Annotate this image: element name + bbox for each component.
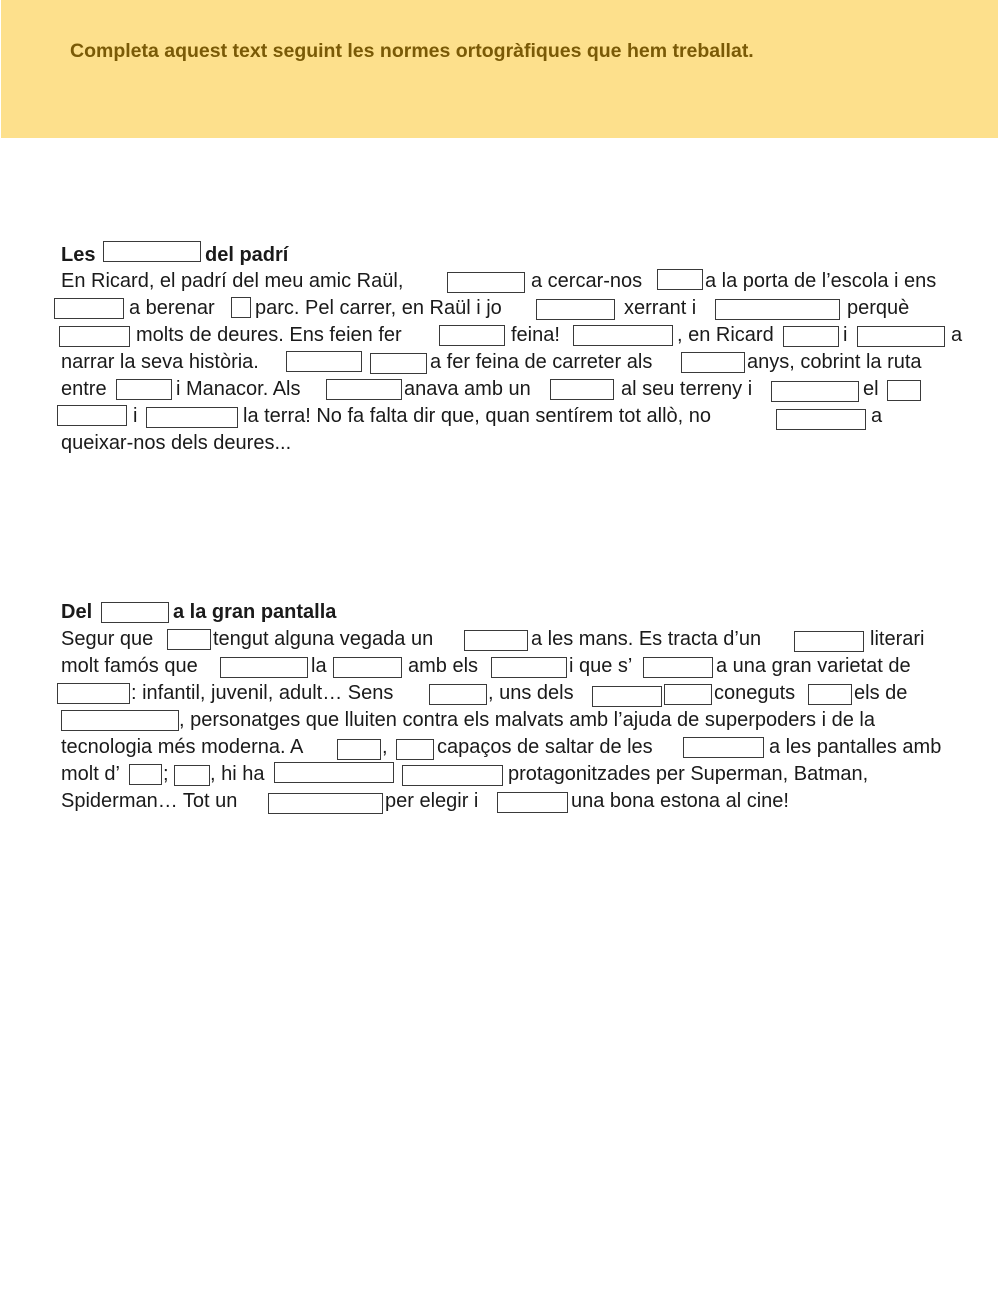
- exercise-1-title-end: del padrí: [205, 244, 289, 266]
- blank-e2-9[interactable]: [429, 684, 487, 705]
- text-segment: , hi ha: [210, 763, 265, 785]
- text-segment: Spiderman… Tot un: [61, 790, 238, 812]
- blank-e2-3[interactable]: [794, 631, 864, 652]
- text-segment: perquè: [847, 297, 910, 319]
- blank-e2-8[interactable]: [57, 683, 130, 704]
- blank-e1-15[interactable]: [116, 379, 172, 400]
- text-segment: tengut alguna vegada un: [213, 628, 434, 650]
- blank-e1-13[interactable]: [370, 353, 427, 374]
- text-segment: i Manacor. Als: [176, 378, 301, 400]
- blank-e1-9[interactable]: [573, 325, 673, 346]
- exercise-1-title-start: Les: [61, 244, 96, 266]
- blank-e2-11[interactable]: [664, 684, 712, 705]
- text-segment: per elegir i: [385, 790, 479, 812]
- blank-e1-21[interactable]: [146, 407, 238, 428]
- text-segment: , en Ricard: [677, 324, 774, 346]
- text-segment: els de: [854, 682, 908, 704]
- text-segment: amb els: [408, 655, 479, 677]
- text-segment: molts de deures. Ens feien fer: [136, 324, 402, 346]
- text-segment: tecnologia més moderna. A: [61, 736, 304, 758]
- text-segment: el: [863, 378, 879, 400]
- blank-e1-6[interactable]: [715, 299, 840, 320]
- blank-e1-12[interactable]: [286, 351, 362, 372]
- blank-e2-12[interactable]: [808, 684, 852, 705]
- blank-e2-1[interactable]: [167, 629, 211, 650]
- text-segment: parc. Pel carrer, en Raül i jo: [255, 297, 502, 319]
- blank-e1-4[interactable]: [231, 297, 251, 318]
- text-segment: a la porta de l’escola i ens: [705, 270, 937, 292]
- blank-e2-5[interactable]: [333, 657, 402, 678]
- blank-e2-20[interactable]: [402, 765, 503, 786]
- text-segment: molt famós que: [61, 655, 198, 677]
- text-segment: coneguts: [714, 682, 796, 704]
- text-segment: xerrant i: [624, 297, 697, 319]
- text-segment: a fer feina de carreter als: [430, 351, 653, 373]
- blank-e2-17[interactable]: [129, 764, 162, 785]
- text-segment: anava amb un: [404, 378, 531, 400]
- blank-e2-22[interactable]: [497, 792, 568, 813]
- blank-e2-19[interactable]: [274, 762, 394, 783]
- text-segment: capaços de saltar de les: [437, 736, 653, 758]
- text-segment: a una gran varietat de: [716, 655, 911, 677]
- text-segment: molt d’: [61, 763, 120, 785]
- text-segment: : infantil, juvenil, adult… Sens: [131, 682, 394, 704]
- blank-e2-2[interactable]: [464, 630, 528, 651]
- blank-e2-title[interactable]: [101, 602, 169, 623]
- blank-e1-5[interactable]: [536, 299, 615, 320]
- blank-e1-18[interactable]: [771, 381, 859, 402]
- text-segment: a cercar-nos: [531, 270, 643, 292]
- blank-e1-16[interactable]: [326, 379, 402, 400]
- blank-e1-8[interactable]: [439, 325, 505, 346]
- blank-e1-20[interactable]: [57, 405, 127, 426]
- blank-e2-16[interactable]: [683, 737, 764, 758]
- text-segment: una bona estona al cine!: [571, 790, 789, 812]
- blank-e1-3[interactable]: [54, 298, 124, 319]
- blank-e2-14[interactable]: [337, 739, 381, 760]
- text-segment: , personatges que lluiten contra els malvats amb l’ajuda de superpoders i de la: [179, 709, 875, 731]
- text-segment: a les mans. Es tracta d’un: [531, 628, 762, 650]
- exercise-2-title-end: a la gran pantalla: [173, 601, 337, 623]
- blank-e2-15[interactable]: [396, 739, 434, 760]
- text-segment: la terra! No fa falta dir que, quan sentírem tot allò, no: [243, 405, 712, 427]
- text-segment: i: [843, 324, 848, 346]
- text-segment: a berenar: [129, 297, 215, 319]
- text-segment: a: [951, 324, 963, 346]
- text-segment: al seu terreny i: [621, 378, 753, 400]
- blank-e1-7[interactable]: [59, 326, 130, 347]
- text-segment: Segur que: [61, 628, 154, 650]
- blank-e2-6[interactable]: [491, 657, 567, 678]
- text-segment: ;: [163, 763, 169, 785]
- text-segment: la: [311, 655, 327, 677]
- exercise-2-title-start: Del: [61, 601, 93, 623]
- blank-e1-title[interactable]: [103, 241, 201, 262]
- text-segment: i que s’: [569, 655, 633, 677]
- text-segment: a: [871, 405, 883, 427]
- blank-e1-11[interactable]: [857, 326, 945, 347]
- text-segment: queixar-nos dels deures...: [61, 432, 292, 454]
- text-segment: entre: [61, 378, 107, 400]
- instructions-text: Completa aquest text seguint les normes ortogràfiques que hem treballat.: [70, 40, 754, 62]
- text-segment: feina!: [511, 324, 560, 346]
- text-segment: anys, cobrint la ruta: [747, 351, 922, 373]
- blank-e1-2[interactable]: [657, 269, 703, 290]
- text-segment: ,: [382, 736, 388, 758]
- text-segment: literari: [870, 628, 925, 650]
- text-segment: narrar la seva història.: [61, 351, 259, 373]
- blank-e2-7[interactable]: [643, 657, 713, 678]
- blank-e2-10[interactable]: [592, 686, 662, 707]
- text-segment: i: [133, 405, 138, 427]
- text-segment: a les pantalles amb: [769, 736, 942, 758]
- text-segment: En Ricard, el padrí del meu amic Raül,: [61, 270, 404, 292]
- blank-e1-1[interactable]: [447, 272, 525, 293]
- blank-e2-21[interactable]: [268, 793, 383, 814]
- blank-e2-13[interactable]: [61, 710, 179, 731]
- text-segment: protagonitzades per Superman, Batman,: [508, 763, 869, 785]
- blank-e2-18[interactable]: [174, 765, 210, 786]
- blank-e1-10[interactable]: [783, 326, 839, 347]
- blank-e1-19[interactable]: [887, 380, 921, 401]
- blank-e1-22[interactable]: [776, 409, 866, 430]
- text-segment: , uns dels: [488, 682, 574, 704]
- blank-e1-14[interactable]: [681, 352, 745, 373]
- blank-e1-17[interactable]: [550, 379, 614, 400]
- blank-e2-4[interactable]: [220, 657, 308, 678]
- instruction-banner: [1, 0, 998, 138]
